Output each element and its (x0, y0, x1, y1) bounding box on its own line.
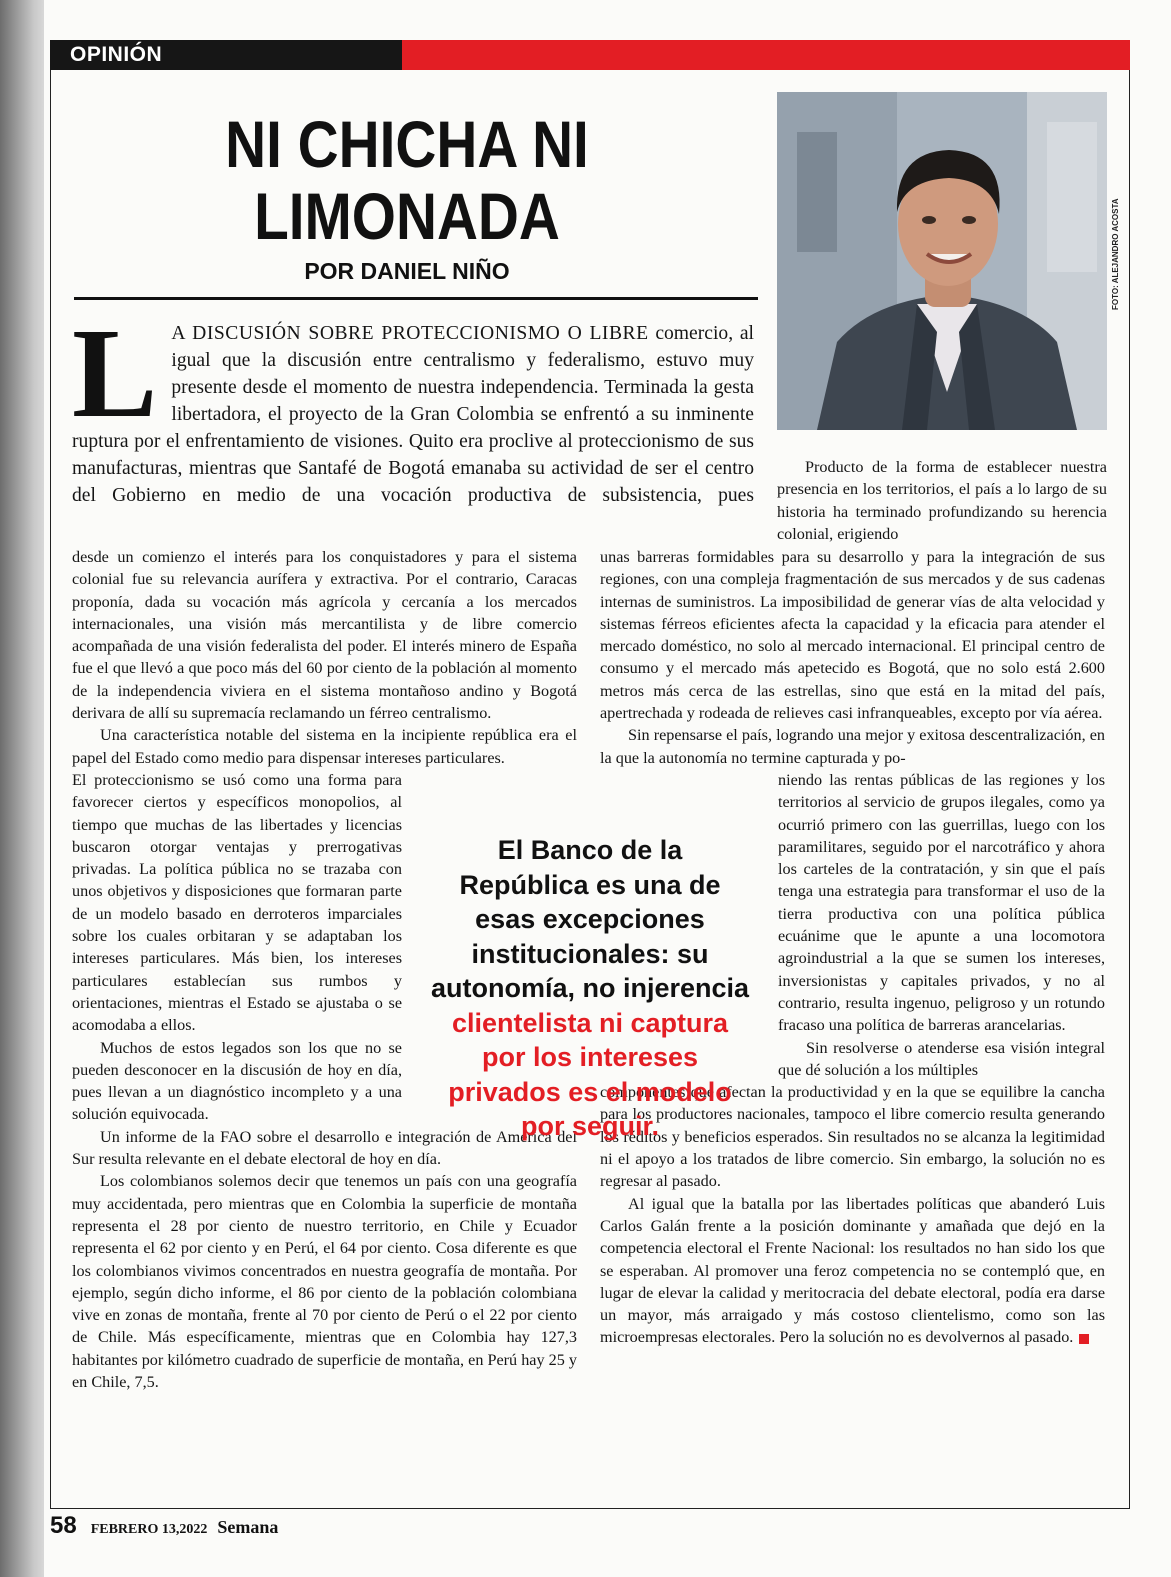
headline-line-1: NI CHICHA NI (225, 107, 589, 181)
right-col-paragraph-1a: Producto de la forma de establecer nuestra presencia en los territorios, el país a lo largo de su historia ha terminado profundizando su herencia colonial, erigiendo (777, 458, 1107, 543)
right-col-paragraph-3b: componentes que afectan la productividad y en la que se equilibre la cancha para los productores nacionales, tampoco el libre comercio resulta generando los réditos y beneficios esperados. Sin resultados no se alcanza la legitimidad ni el apoyo a los tratados de libre comercio. Sin embargo, la solución no es regresar al pasado. (600, 1083, 1105, 1191)
byline: POR DANIEL NIÑO (304, 258, 510, 284)
left-col-paragraph-2a: Una característica notable del sistema en la incipiente república era el papel del Estado como medio para dispensar intereses particulares. (72, 726, 577, 767)
section-bar-accent (402, 40, 1130, 70)
left-col-paragraph-5: Los colombianos solemos decir que tenemos un país con una geografía muy accidentada, pero mientras que en Colombia la superficie de montaña representa el 28 por ciento de nuestro territorio, en Chile y Ecuador representa el 62 por ciento y en Perú, el 64 por ciento. Cosa diferente es que los colombianos vivimos concentrados en nuestra geografía de montaña. Por ejemplo, según dicho informe, el 86 por ciento de la población colombiana vive en zonas de montaña, frente al 70 por ciento de Perú o el 22 por ciento de Chile. Más específicamente, mientras que en Colombia hay 127,3 habitantes por kilómetro cuadrado de superficie de montaña, en Perú hay 25 y en Chile, 7,5. (72, 1172, 577, 1391)
author-photo (777, 92, 1107, 430)
left-col-paragraph-3: Muchos de estos legados son los que no se pueden desconocer en la discusión de hoy en día, pues llevan a un diagnóstico incompleto y a una solución equivocada. (72, 1038, 402, 1124)
pull-quote (420, 833, 760, 1144)
lead-paragraph (72, 302, 754, 509)
drop-cap: L (72, 302, 158, 444)
right-col-paragraph-2b: niendo las rentas públicas de las regiones y los territorios al servicio de grupos ilegales, como ya ocurrió primero con las guerrillas, luego con los paramilitares, seguido por el narcotráfico y ahora los carteles de la contratación, y sin que el país tenga una estrategia para transformar el uso de la tierra productiva con una política pública ecuánime que le apunte a una locomotora agroindustrial a la que se sumen los intereses, inversionistas y capitales privados, y no al contrario, resulta ingenuo, peligroso y un rotundo fracaso una política de barreras arancelarias. (778, 770, 1105, 1035)
right-col-paragraph-3a: Sin resolverse o atenderse esa visión integral que dé solución a los múltiples (778, 1038, 1105, 1079)
pull-quote-line: República es una de (459, 869, 721, 900)
lead-body: comercio, al igual que la discusión entre centralismo y federalismo, estuvo muy presente desde el momento de nuestra independencia. Terminada la gesta libertadora, el proyecto de la Gran Colombia se enfrentó a su inminente ruptura por el enfrentamiento de visiones. Quito era proclive al proteccionismo de sus manufacturas, mientras que Santafé de Bogotá emanaba su actividad de ser el centro del Gobierno en medio de una vocación productiva de subsistencia, pues (72, 323, 754, 506)
pull-quote-highlight-line: privados es el modelo (448, 1076, 732, 1107)
right-col-wrapped-text (778, 769, 1105, 1081)
section-label: OPINIÓN (50, 40, 402, 70)
lead-opening: A DISCUSIÓN SOBRE PROTECCIONISMO O LIBRE (171, 323, 649, 344)
pull-quote-highlight-line: por seguir. (520, 1111, 660, 1141)
right-col-paragraph-4 (600, 1193, 1105, 1349)
page-footer (50, 1512, 278, 1540)
pull-quote-line: institucionales: su (471, 938, 709, 969)
headline-line-2: LIMONADA (254, 179, 560, 253)
end-of-article-mark (1079, 1334, 1089, 1344)
left-col-paragraph-4: Un informe de la FAO sobre el desarrollo e integración de América del Sur resulta relevante en el debate electoral de hoy en día. (72, 1127, 577, 1169)
headline-rule (74, 297, 758, 300)
right-col-paragraph-1b: unas barreras formidables para su desarrollo y para la integración de sus regiones, con una compleja fragmentación de sus mercados y de sus cadenas internas de suministros. La imposibilidad de generar vías de alta velocidad y sistemas férreos eficientes afecta la capacidad y la eficacia para atender el mercado doméstico, no solo al mercado internacional. El principal centro de consumo y el mercado más apetecido es Bogotá, que no solo está 2.600 metros más cerca de las estrellas, sino que está en la mitad del país, apertrechada y rodeada de relieves casi infranqueables, excepto por vía aérea. (600, 548, 1105, 723)
pull-quote-highlight-line: por los intereses (481, 1042, 699, 1072)
right-col-paragraph-2a: Sin repensarse el país, logrando una mejor y exitosa descentralización, en la que la autonomía no termine capturada y po- (600, 726, 1105, 767)
left-col-wrapped-text (72, 769, 402, 1126)
magazine-name: Semana (217, 1517, 279, 1537)
author-portrait-image (777, 92, 1107, 430)
left-col-paragraph-2b: El proteccionismo se usó como una forma para favorecer ciertos y específicos monopolios, al tiempo que muchas de las libertades y licencias buscaron otorgar ventajas y prerrogativas privadas. La política pública no se trazaba con unos objetivos y disposiciones que formaran parte de un modelo basado en derroteros imparciales sobre los cuales orbitaran y se adaptaban los intereses particulares. Más bien, los intereses particulares establecían sus rumbos y orientaciones, mientras el Estado se ajustaba o se acomodaba a ellos. (72, 770, 402, 1035)
right-col-paragraph-4-text: Al igual que la batalla por las libertades políticas que abanderó Luis Carlos Galán frente a la posición dominante y amañada que dejó en la competencia electoral el Frente Nacional: los resultados no han sido los que se esperaban. Al promover una feroz competencia no se contempló que, en lugar de elevar la calidad y meritocracia del debate electoral, podía era darse un mayor, más arraigado y más costoso clientelismo, como son las microempresas electorales. Pero la solución no es devolvernos al pasado. (600, 1194, 1105, 1347)
pull-quote-line: autonomía, no injerencia (430, 973, 750, 1003)
right-column-top (777, 456, 1107, 545)
pull-quote-line: esas excepciones (475, 904, 705, 934)
pull-quote-line: El Banco de la (497, 835, 683, 865)
pull-quote-highlight-line: clientelista ni captura (451, 1007, 729, 1038)
page-number: 58 (50, 1512, 77, 1539)
photo-credit: FOTO: ALEJANDRO ACOSTA (1111, 198, 1120, 310)
headline (128, 108, 687, 252)
left-col-paragraph-1: desde un comienzo el interés para los conquistadores y para el sistema colonial fue su relevancia aurífera y extractiva. Por el contrario, Caracas proponía, dada su vocación más agrícola y cercanía a los mercados internacionales, una visión más mercantilista y de libre comercio acompañada de una visión federalista del poder. El interés minero de España fue el que llevó a que poco más del 60 por ciento de la población al momento de la independencia viviera en el sistema montañoso andino y Bogotá derivara de allí su supremacía reclamando un férreo centralismo. (72, 548, 577, 723)
issue-date: FEBRERO 13,2022 (90, 1522, 208, 1537)
section-bar (50, 40, 1130, 70)
